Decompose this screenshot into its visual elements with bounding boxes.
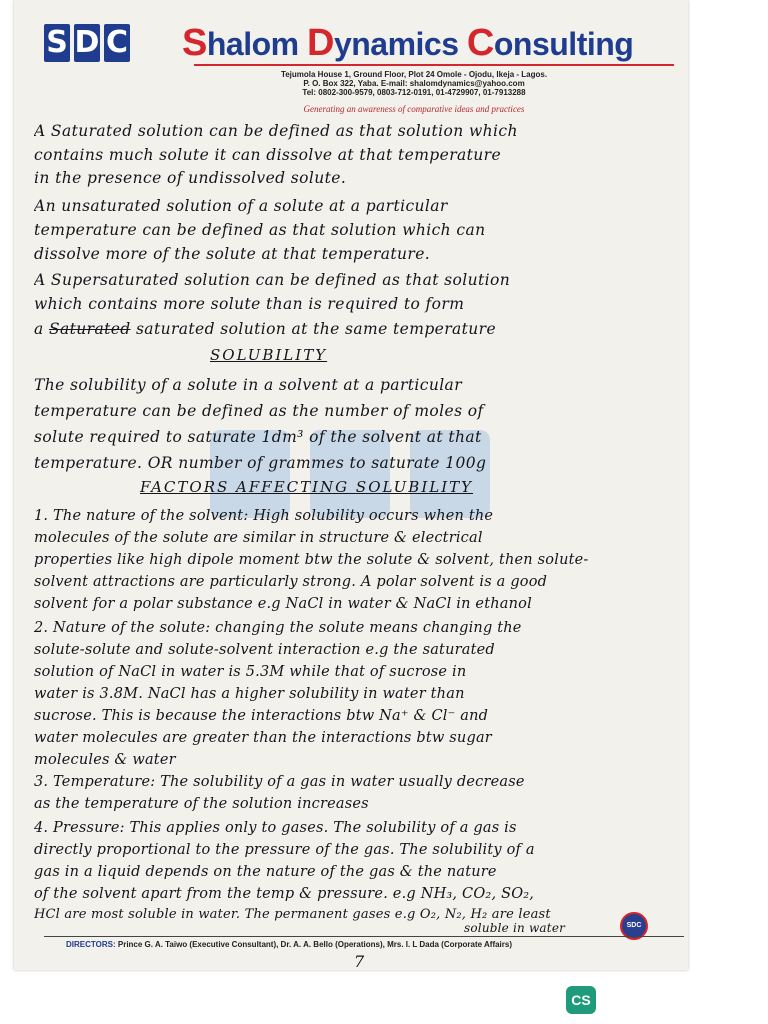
handwritten-line: properties like high dipole moment btw the solute & solvent, then solute- xyxy=(34,552,589,568)
page-number: 7 xyxy=(354,952,365,970)
handwritten-line: 2. Nature of the solute: changing the solute means changing the xyxy=(34,620,522,636)
handwritten-line: dissolve more of the solute at that temperature. xyxy=(34,245,431,263)
logo-letter-s: S xyxy=(44,24,70,62)
handwritten-line: molecules & water xyxy=(34,752,176,768)
handwritten-line: 1. The nature of the solvent: High solubility occurs when the xyxy=(34,508,494,524)
handwritten-line: An unsaturated solution of a solute at a particular xyxy=(34,197,448,215)
letterhead-divider xyxy=(194,64,674,66)
directors-footer: DIRECTORS: Prince G. A. Taiwo (Executive Consultant), Dr. A. A. Bello (Operations), Mrs. I. L Dada (Corporate Affairs) xyxy=(66,940,512,949)
handwritten-line: The solubility of a solute in a solvent at a particular xyxy=(34,376,463,394)
handwritten-line: sucrose. This is because the interactions btw Na⁺ & Cl⁻ and xyxy=(34,708,489,724)
footer-divider xyxy=(44,936,684,937)
handwritten-line: HCl are most soluble in water. The permanent gases e.g O₂, N₂, H₂ are least xyxy=(34,907,551,922)
handwritten-line: water is 3.8M. NaCl has a higher solubility in water than xyxy=(34,686,465,702)
handwritten-line: water molecules are greater than the interactions btw sugar xyxy=(34,730,492,746)
handwritten-line: solvent for a polar substance e.g NaCl in water & NaCl in ethanol xyxy=(34,596,532,612)
address-line: Tel: 0802-300-9579, 0803-712-0191, 01-4729907, 01-7913288 xyxy=(302,88,526,97)
handwritten-line: of the solvent apart from the temp & pressure. e.g NH₃, CO₂, SO₂, xyxy=(34,886,535,902)
handwritten-line: directly proportional to the pressure of the gas. The solubility of a xyxy=(34,842,535,858)
handwritten-line: molecules of the solute are similar in structure & electrical xyxy=(34,530,483,546)
logo-letter-c: C xyxy=(105,25,129,60)
handwritten-line: which contains more solute than is required to form xyxy=(34,295,465,313)
handwritten-line: as the temperature of the solution increases xyxy=(34,796,369,812)
handwritten-line: temperature. OR number of grammes to saturate 100g xyxy=(34,454,487,472)
handwritten-line: 4. Pressure: This applies only to gases. The solubility of a gas is xyxy=(34,820,517,836)
handwritten-line: temperature can be defined as that solution which can xyxy=(34,221,486,239)
handwritten-line: solvent attractions are particularly strong. A polar solvent is a good xyxy=(34,574,548,590)
handwritten-line: contains much solute it can dissolve at that temperature xyxy=(34,146,502,164)
handwritten-line: temperature can be defined as the number of moles of xyxy=(34,402,484,420)
company-address xyxy=(194,70,634,97)
solubility-heading: SOLUBILITY xyxy=(210,346,328,364)
handwritten-line: a Saturated saturated solution at the same temperature xyxy=(34,320,497,338)
handwritten-line: solution of NaCl in water is 5.3M while that of sucrose in xyxy=(34,664,467,680)
handwritten-line: gas in a liquid depends on the nature of the gas & the nature xyxy=(34,864,497,880)
handwritten-line: 3. Temperature: The solubility of a gas in water usually decrease xyxy=(34,774,525,790)
struck-word: Saturated xyxy=(48,320,131,338)
address-line: Tejumola House 1, Ground Floor, Plot 24 Omole - Ojodu, Ikeja - Lagos. xyxy=(280,70,548,79)
document-page xyxy=(14,0,688,970)
letterhead xyxy=(44,18,684,68)
handwritten-line: A Supersaturated solution can be defined as that solution xyxy=(34,271,511,289)
company-tagline: Generating an awareness of comparative ideas and practices xyxy=(303,104,525,114)
handwritten-line: solute required to saturate 1dm³ of the solvent at that xyxy=(34,428,482,446)
sdc-stamp: SDC xyxy=(620,912,648,940)
handwritten-line: in the presence of undissolved solute. xyxy=(34,169,347,187)
camscanner-badge[interactable]: CS xyxy=(566,986,596,1014)
factors-heading: FACTORS AFFECTING SOLUBILITY xyxy=(140,478,474,496)
logo-letter-d: D xyxy=(74,25,100,60)
handwritten-line: A Saturated solution can be defined as that solution which xyxy=(34,122,518,140)
address-line: P. O. Box 322, Yaba. E-mail: shalomdynamics@yahoo.com xyxy=(303,79,525,88)
company-name: Shalom Dynamics Consulting xyxy=(182,22,634,64)
handwritten-line: soluble in water xyxy=(464,921,566,935)
handwritten-line: solute-solute and solute-solvent interaction e.g the saturated xyxy=(34,642,495,658)
